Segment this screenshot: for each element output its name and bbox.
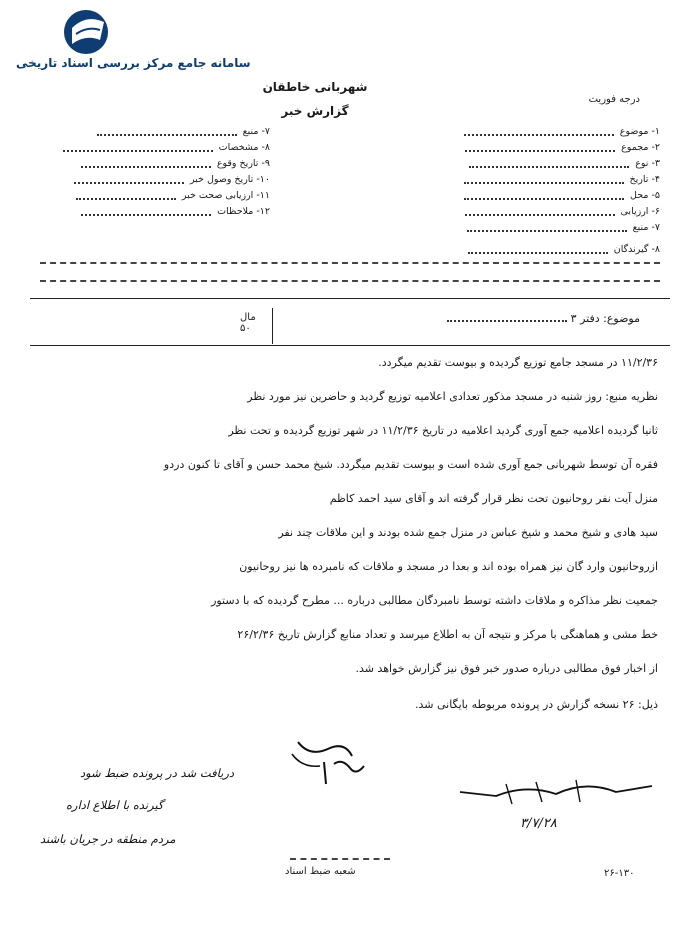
subject-line: موضوع: دفتر ۳ [447,312,640,325]
form-right-row: ۱- موضوع [420,126,660,137]
form-left-row: ۱۱- ارزیابی صحت خبر [40,190,270,201]
divider-line [30,345,670,346]
document-number: ۲۶-۱۳۰ [604,868,635,879]
logo-caption: سامانه جامع مرکز بررسی اسناد تاریخی [16,56,251,70]
handwritten-note: مردم منطقه در جریان باشند [40,832,176,846]
footer-stamp-text: شعبه ضبط اسناد [285,866,356,877]
body-text-line: ذیل: ۲۶ نسخه گزارش در پرونده مربوطه بایگانی شد. [414,698,658,711]
body-text-line: نظریه منبع: روز شنبه در مسجد مذکور تعدادی اعلامیه توزیع گردید و حاضرین نیز مورد نظر [247,390,658,403]
body-text-line: از اخبار فوق مطالبی درباره صدور خبر فوق نیز گزارش خواهد شد. [355,662,658,675]
handwritten-note: دریافت شد در پرونده ضبط شود [80,766,235,780]
signature-date: ۳/۷/۲۸ [520,816,557,831]
form-left-row: ۹- تاریخ وقوع [40,158,270,169]
body-text-line: منزل آیت نفر روحانیون تحت نظر قرار گرفته اند و آقای سید احمد کاظم [329,492,658,505]
footer-divider [290,858,390,860]
signature-right-icon [456,774,656,814]
form-left-row: ۱۰- تاریخ وصول خبر [40,174,270,185]
form-right-row: ۵- محل [420,190,660,201]
header-title-line1: شهربانی خاطقان [262,80,368,94]
body-text-line: سید هادی و شیخ محمد و شیخ عباس در منزل جمع شده بودند و این ملاقات چند نفر [278,526,658,539]
form-right-row: ۲- مجموع [420,142,660,153]
form-right-row: ۶- ارزیابی [420,206,660,217]
handwritten-note: گیرنده با اطلاع اداره [66,798,164,812]
form-right-row: ۴- تاریخ [420,174,660,185]
body-text-line: ثانیا گردیده اعلامیه جمع آوری گردید اعلامیه در تاریخ ۱۱/۲/۳۶ در شهر توزیع گردیده و تحت نظر [228,424,658,437]
divider-dashed [40,262,660,264]
divider-line [30,298,670,299]
body-text-line: ۱۱/۲/۳۶ در مسجد جامع توزیع گردیده و بیوست تقدیم میگردد. [378,356,658,369]
header-title-line2: گزارش خبر [281,104,349,118]
divider-dashed [40,280,660,282]
form-right-row: ۷- منبع [420,222,660,233]
body-text-line: جمعیت نظر مذاکره و ملاقات داشته توسط نامبردگان مطالبی درباره ... مطرح گردیده که با دستور [211,594,658,607]
signature-center-icon [290,728,380,788]
body-text-line: فقره آن توسط شهربانی جمع آوری شده است و بیوست تقدیم میگردد. شیخ محمد حسن و آقای تا کنون دردو [163,458,658,471]
body-text-line: ازروحانیون وارد گان نیز همراه بوده اند و بعدا در مسجد و ملاقات که نامبرده ها نیز روحانیون [239,560,658,573]
form-right-row: ۸- گیرندگان [420,244,660,255]
divider-vertical [272,308,273,344]
form-left-row: ۱۲- ملاحظات [40,206,270,217]
subject-note: مال ۵۰ [240,312,256,334]
form-left-row: ۸- مشخصات [40,142,270,153]
form-left-row: ۷- منبع [40,126,270,137]
priority-label: درجه فوریت [588,94,640,105]
body-text-line: خط مشی و هماهنگی با مرکز و نتیجه آن به اطلاع میرسد و تعداد منابع گزارش تاریخ ۲۶/۲/۳۶ [237,628,658,641]
form-right-row: ۳- نوع [420,158,660,169]
